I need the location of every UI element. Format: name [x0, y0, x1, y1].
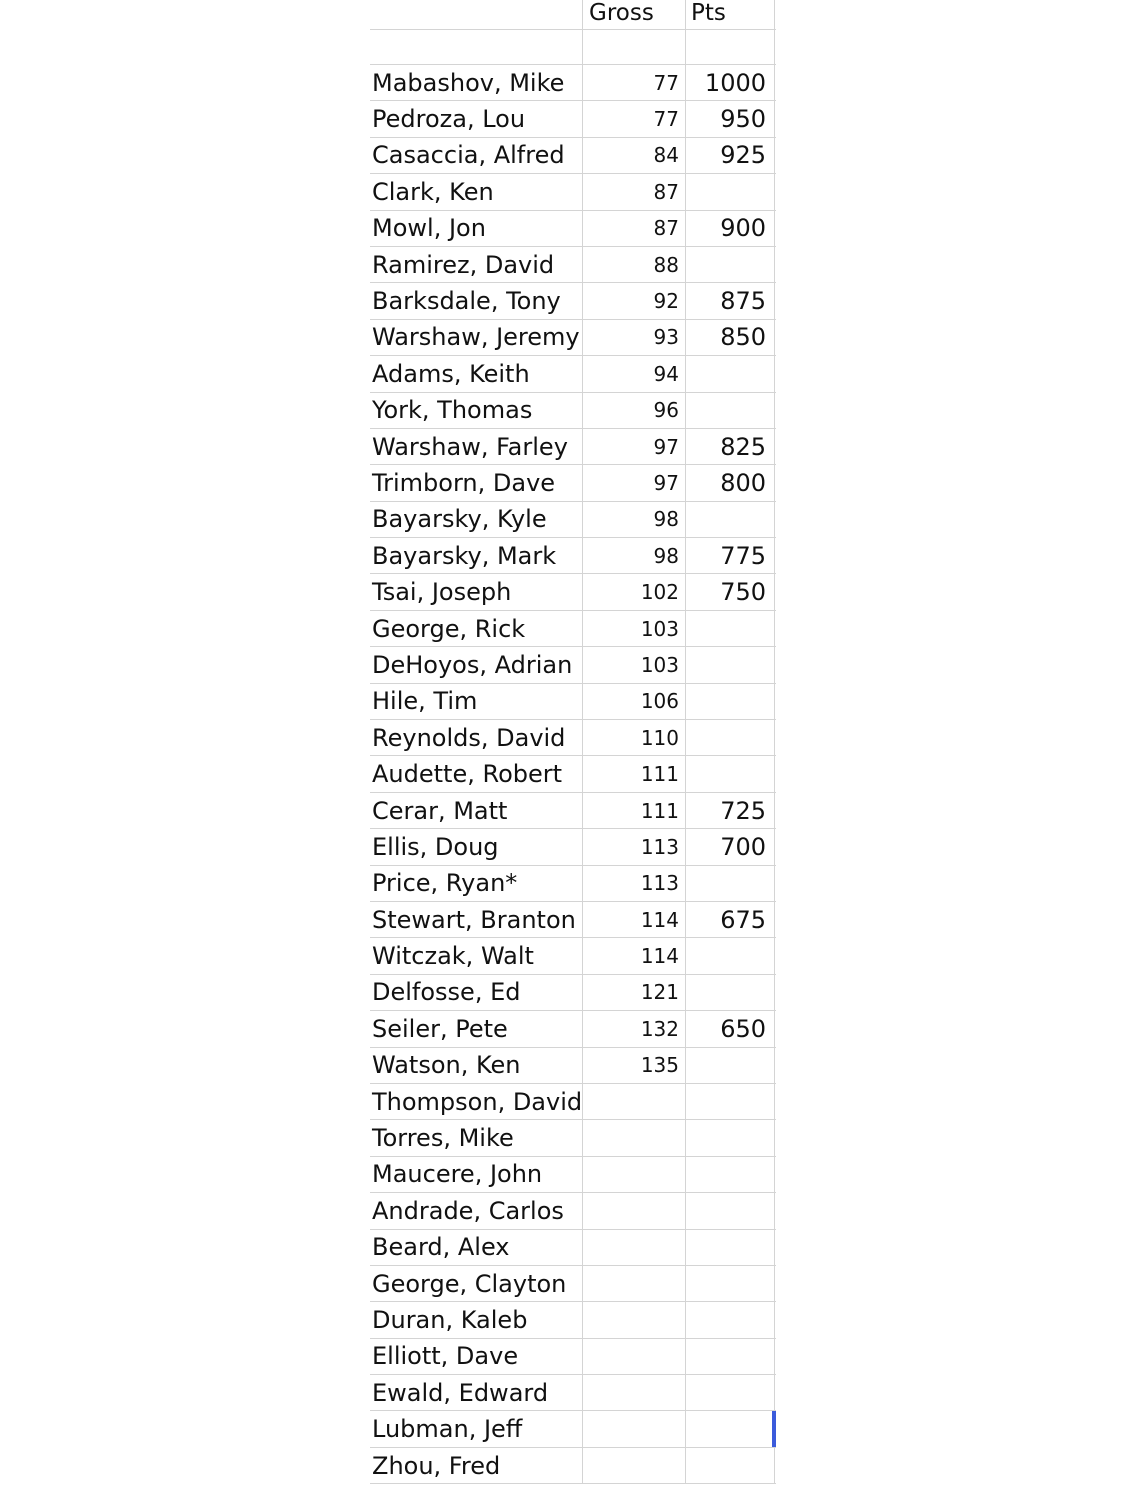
- table-row: [370, 1411, 776, 1447]
- name-cell[interactable]: York, Thomas: [370, 393, 583, 428]
- gross-cell[interactable]: 93: [583, 320, 686, 355]
- gross-cell[interactable]: [583, 1230, 686, 1265]
- pts-cell[interactable]: 650: [686, 1011, 775, 1046]
- name-cell[interactable]: Stewart, Branton: [370, 902, 583, 937]
- name-cell[interactable]: Hile, Tim: [370, 684, 583, 719]
- gross-cell[interactable]: 103: [583, 611, 686, 646]
- name-cell[interactable]: Delfosse, Ed: [370, 975, 583, 1010]
- name-cell[interactable]: Ellis, Doug: [370, 829, 583, 864]
- gross-cell[interactable]: 84: [583, 138, 686, 173]
- name-cell[interactable]: DeHoyos, Adrian: [370, 647, 583, 682]
- pts-cell[interactable]: 775: [686, 538, 775, 573]
- gross-cell[interactable]: 77: [583, 101, 686, 136]
- pts-cell[interactable]: [686, 684, 775, 719]
- gross-cell[interactable]: 102: [583, 574, 686, 609]
- table-row: [370, 211, 776, 247]
- gross-cell[interactable]: 92: [583, 283, 686, 318]
- gross-cell[interactable]: 110: [583, 720, 686, 755]
- name-cell[interactable]: George, Rick: [370, 611, 583, 646]
- table-row: [370, 429, 776, 465]
- table-row: [370, 829, 776, 865]
- name-cell[interactable]: Barksdale, Tony: [370, 283, 583, 318]
- pts-cell[interactable]: 875: [686, 283, 775, 318]
- pts-cell[interactable]: 1000: [686, 65, 775, 100]
- pts-cell[interactable]: [686, 1193, 775, 1228]
- table-row: [370, 1193, 776, 1229]
- gross-cell[interactable]: 97: [583, 429, 686, 464]
- pts-cell[interactable]: 800: [686, 465, 775, 500]
- name-cell[interactable]: Witczak, Walt: [370, 938, 583, 973]
- gross-cell[interactable]: 121: [583, 975, 686, 1010]
- table-row: [370, 756, 776, 792]
- gross-cell[interactable]: [583, 1193, 686, 1228]
- gross-cell[interactable]: 96: [583, 393, 686, 428]
- pts-cell[interactable]: [686, 1266, 775, 1301]
- header-pts-cell[interactable]: Pts: [686, 0, 775, 29]
- gross-cell[interactable]: 114: [583, 902, 686, 937]
- table-row: [370, 320, 776, 356]
- pts-cell[interactable]: 700: [686, 829, 775, 864]
- blank-row: [370, 30, 776, 65]
- name-cell[interactable]: Casaccia, Alfred: [370, 138, 583, 173]
- name-cell[interactable]: Cerar, Matt: [370, 793, 583, 828]
- table-row: [370, 502, 776, 538]
- pts-cell[interactable]: 675: [686, 902, 775, 937]
- blank-gross-cell[interactable]: [583, 30, 686, 64]
- table-row: [370, 1084, 776, 1120]
- gross-cell[interactable]: [583, 1302, 686, 1337]
- gross-cell[interactable]: 77: [583, 65, 686, 100]
- table-row: [370, 866, 776, 902]
- header-row: [370, 0, 776, 30]
- table-row: [370, 611, 776, 647]
- name-cell[interactable]: Bayarsky, Mark: [370, 538, 583, 573]
- table-row: [370, 1448, 776, 1484]
- pts-cell[interactable]: 750: [686, 574, 775, 609]
- pts-cell[interactable]: [686, 1302, 775, 1337]
- name-cell[interactable]: Reynolds, David: [370, 720, 583, 755]
- gross-cell[interactable]: 103: [583, 647, 686, 682]
- table-row: [370, 975, 776, 1011]
- table-row: [370, 65, 776, 101]
- name-cell[interactable]: George, Clayton: [370, 1266, 583, 1301]
- name-cell[interactable]: Zhou, Fred: [370, 1448, 583, 1483]
- pts-cell[interactable]: [686, 647, 775, 682]
- name-cell[interactable]: Audette, Robert: [370, 756, 583, 791]
- gross-cell[interactable]: 88: [583, 247, 686, 282]
- name-cell[interactable]: Trimborn, Dave: [370, 465, 583, 500]
- header-gross-cell[interactable]: Gross: [583, 0, 686, 29]
- pts-cell[interactable]: [686, 975, 775, 1010]
- gross-cell[interactable]: [583, 1448, 686, 1483]
- table-row: [370, 283, 776, 319]
- pts-cell[interactable]: [686, 393, 775, 428]
- table-row: [370, 138, 776, 174]
- gross-cell[interactable]: 87: [583, 174, 686, 209]
- name-cell[interactable]: Mabashov, Mike: [370, 65, 583, 100]
- pts-cell[interactable]: [686, 720, 775, 755]
- pts-cell[interactable]: [686, 1048, 775, 1083]
- pts-cell[interactable]: [686, 938, 775, 973]
- pts-cell[interactable]: [686, 1084, 775, 1119]
- gross-cell[interactable]: [583, 1157, 686, 1192]
- pts-cell[interactable]: 900: [686, 211, 775, 246]
- name-cell[interactable]: Watson, Ken: [370, 1048, 583, 1083]
- pts-cell[interactable]: 825: [686, 429, 775, 464]
- table-row: [370, 720, 776, 756]
- name-cell[interactable]: Lubman, Jeff: [370, 1411, 583, 1446]
- gross-cell[interactable]: 114: [583, 938, 686, 973]
- gross-cell[interactable]: 87: [583, 211, 686, 246]
- name-cell[interactable]: Beard, Alex: [370, 1230, 583, 1265]
- pts-cell[interactable]: [686, 502, 775, 537]
- pts-cell[interactable]: [686, 1411, 775, 1446]
- gross-cell[interactable]: 98: [583, 538, 686, 573]
- name-cell[interactable]: Ewald, Edward: [370, 1375, 583, 1410]
- gross-cell[interactable]: 132: [583, 1011, 686, 1046]
- gross-cell[interactable]: 111: [583, 756, 686, 791]
- table-row: [370, 465, 776, 501]
- selected-cell-indicator: [772, 1411, 776, 1447]
- name-cell[interactable]: Elliott, Dave: [370, 1339, 583, 1374]
- pts-cell[interactable]: 925: [686, 138, 775, 173]
- gross-cell[interactable]: 98: [583, 502, 686, 537]
- pts-cell[interactable]: [686, 1157, 775, 1192]
- name-cell[interactable]: Torres, Mike: [370, 1120, 583, 1155]
- pts-cell[interactable]: [686, 1120, 775, 1155]
- spreadsheet-grid: [370, 0, 776, 1484]
- table-row: [370, 902, 776, 938]
- gross-cell[interactable]: [583, 1084, 686, 1119]
- gross-cell[interactable]: 113: [583, 866, 686, 901]
- pts-cell[interactable]: [686, 1375, 775, 1410]
- name-cell[interactable]: Bayarsky, Kyle: [370, 502, 583, 537]
- table-row: [370, 1120, 776, 1156]
- name-cell[interactable]: Tsai, Joseph: [370, 574, 583, 609]
- header-name-cell[interactable]: [370, 0, 583, 29]
- table-row: [370, 538, 776, 574]
- gross-cell[interactable]: 111: [583, 793, 686, 828]
- gross-cell[interactable]: 135: [583, 1048, 686, 1083]
- table-row: [370, 1375, 776, 1411]
- table-row: [370, 174, 776, 210]
- table-row: [370, 1302, 776, 1338]
- name-cell[interactable]: Warshaw, Farley: [370, 429, 583, 464]
- gross-cell[interactable]: 94: [583, 356, 686, 391]
- table-row: [370, 793, 776, 829]
- table-row: [370, 1011, 776, 1047]
- pts-cell[interactable]: 950: [686, 101, 775, 136]
- table-row: [370, 1339, 776, 1375]
- table-row: [370, 393, 776, 429]
- name-cell[interactable]: Maucere, John: [370, 1157, 583, 1192]
- pts-cell[interactable]: [686, 1448, 775, 1483]
- pts-cell[interactable]: [686, 174, 775, 209]
- gross-cell[interactable]: [583, 1120, 686, 1155]
- table-row: [370, 574, 776, 610]
- name-cell[interactable]: Seiler, Pete: [370, 1011, 583, 1046]
- table-row: [370, 247, 776, 283]
- blank-pts-cell[interactable]: [686, 30, 775, 64]
- pts-cell[interactable]: [686, 1339, 775, 1374]
- name-cell[interactable]: Thompson, David: [370, 1084, 583, 1119]
- name-cell[interactable]: Duran, Kaleb: [370, 1302, 583, 1337]
- gross-cell[interactable]: [583, 1266, 686, 1301]
- table-row: [370, 356, 776, 392]
- pts-cell[interactable]: [686, 866, 775, 901]
- name-cell[interactable]: Warshaw, Jeremy: [370, 320, 583, 355]
- name-cell[interactable]: Clark, Ken: [370, 174, 583, 209]
- table-row: [370, 684, 776, 720]
- blank-name-cell[interactable]: [370, 30, 583, 64]
- table-row: [370, 1230, 776, 1266]
- gross-cell[interactable]: 106: [583, 684, 686, 719]
- pts-cell[interactable]: [686, 1230, 775, 1265]
- pts-cell[interactable]: [686, 356, 775, 391]
- gross-cell[interactable]: [583, 1375, 686, 1410]
- name-cell[interactable]: Adams, Keith: [370, 356, 583, 391]
- name-cell[interactable]: Pedroza, Lou: [370, 101, 583, 136]
- pts-cell[interactable]: [686, 611, 775, 646]
- name-cell[interactable]: Mowl, Jon: [370, 211, 583, 246]
- table-row: [370, 938, 776, 974]
- table-row: [370, 647, 776, 683]
- name-cell[interactable]: Ramirez, David: [370, 247, 583, 282]
- name-cell[interactable]: Andrade, Carlos: [370, 1193, 583, 1228]
- table-row: [370, 1157, 776, 1193]
- gross-cell[interactable]: [583, 1411, 686, 1446]
- pts-cell[interactable]: 725: [686, 793, 775, 828]
- pts-cell[interactable]: [686, 247, 775, 282]
- gross-cell[interactable]: 97: [583, 465, 686, 500]
- player-rows: [370, 65, 776, 1484]
- table-row: [370, 101, 776, 137]
- table-row: [370, 1048, 776, 1084]
- table-row: [370, 1266, 776, 1302]
- pts-cell[interactable]: [686, 756, 775, 791]
- gross-cell[interactable]: 113: [583, 829, 686, 864]
- pts-cell[interactable]: 850: [686, 320, 775, 355]
- gross-cell[interactable]: [583, 1339, 686, 1374]
- name-cell[interactable]: Price, Ryan*: [370, 866, 583, 901]
